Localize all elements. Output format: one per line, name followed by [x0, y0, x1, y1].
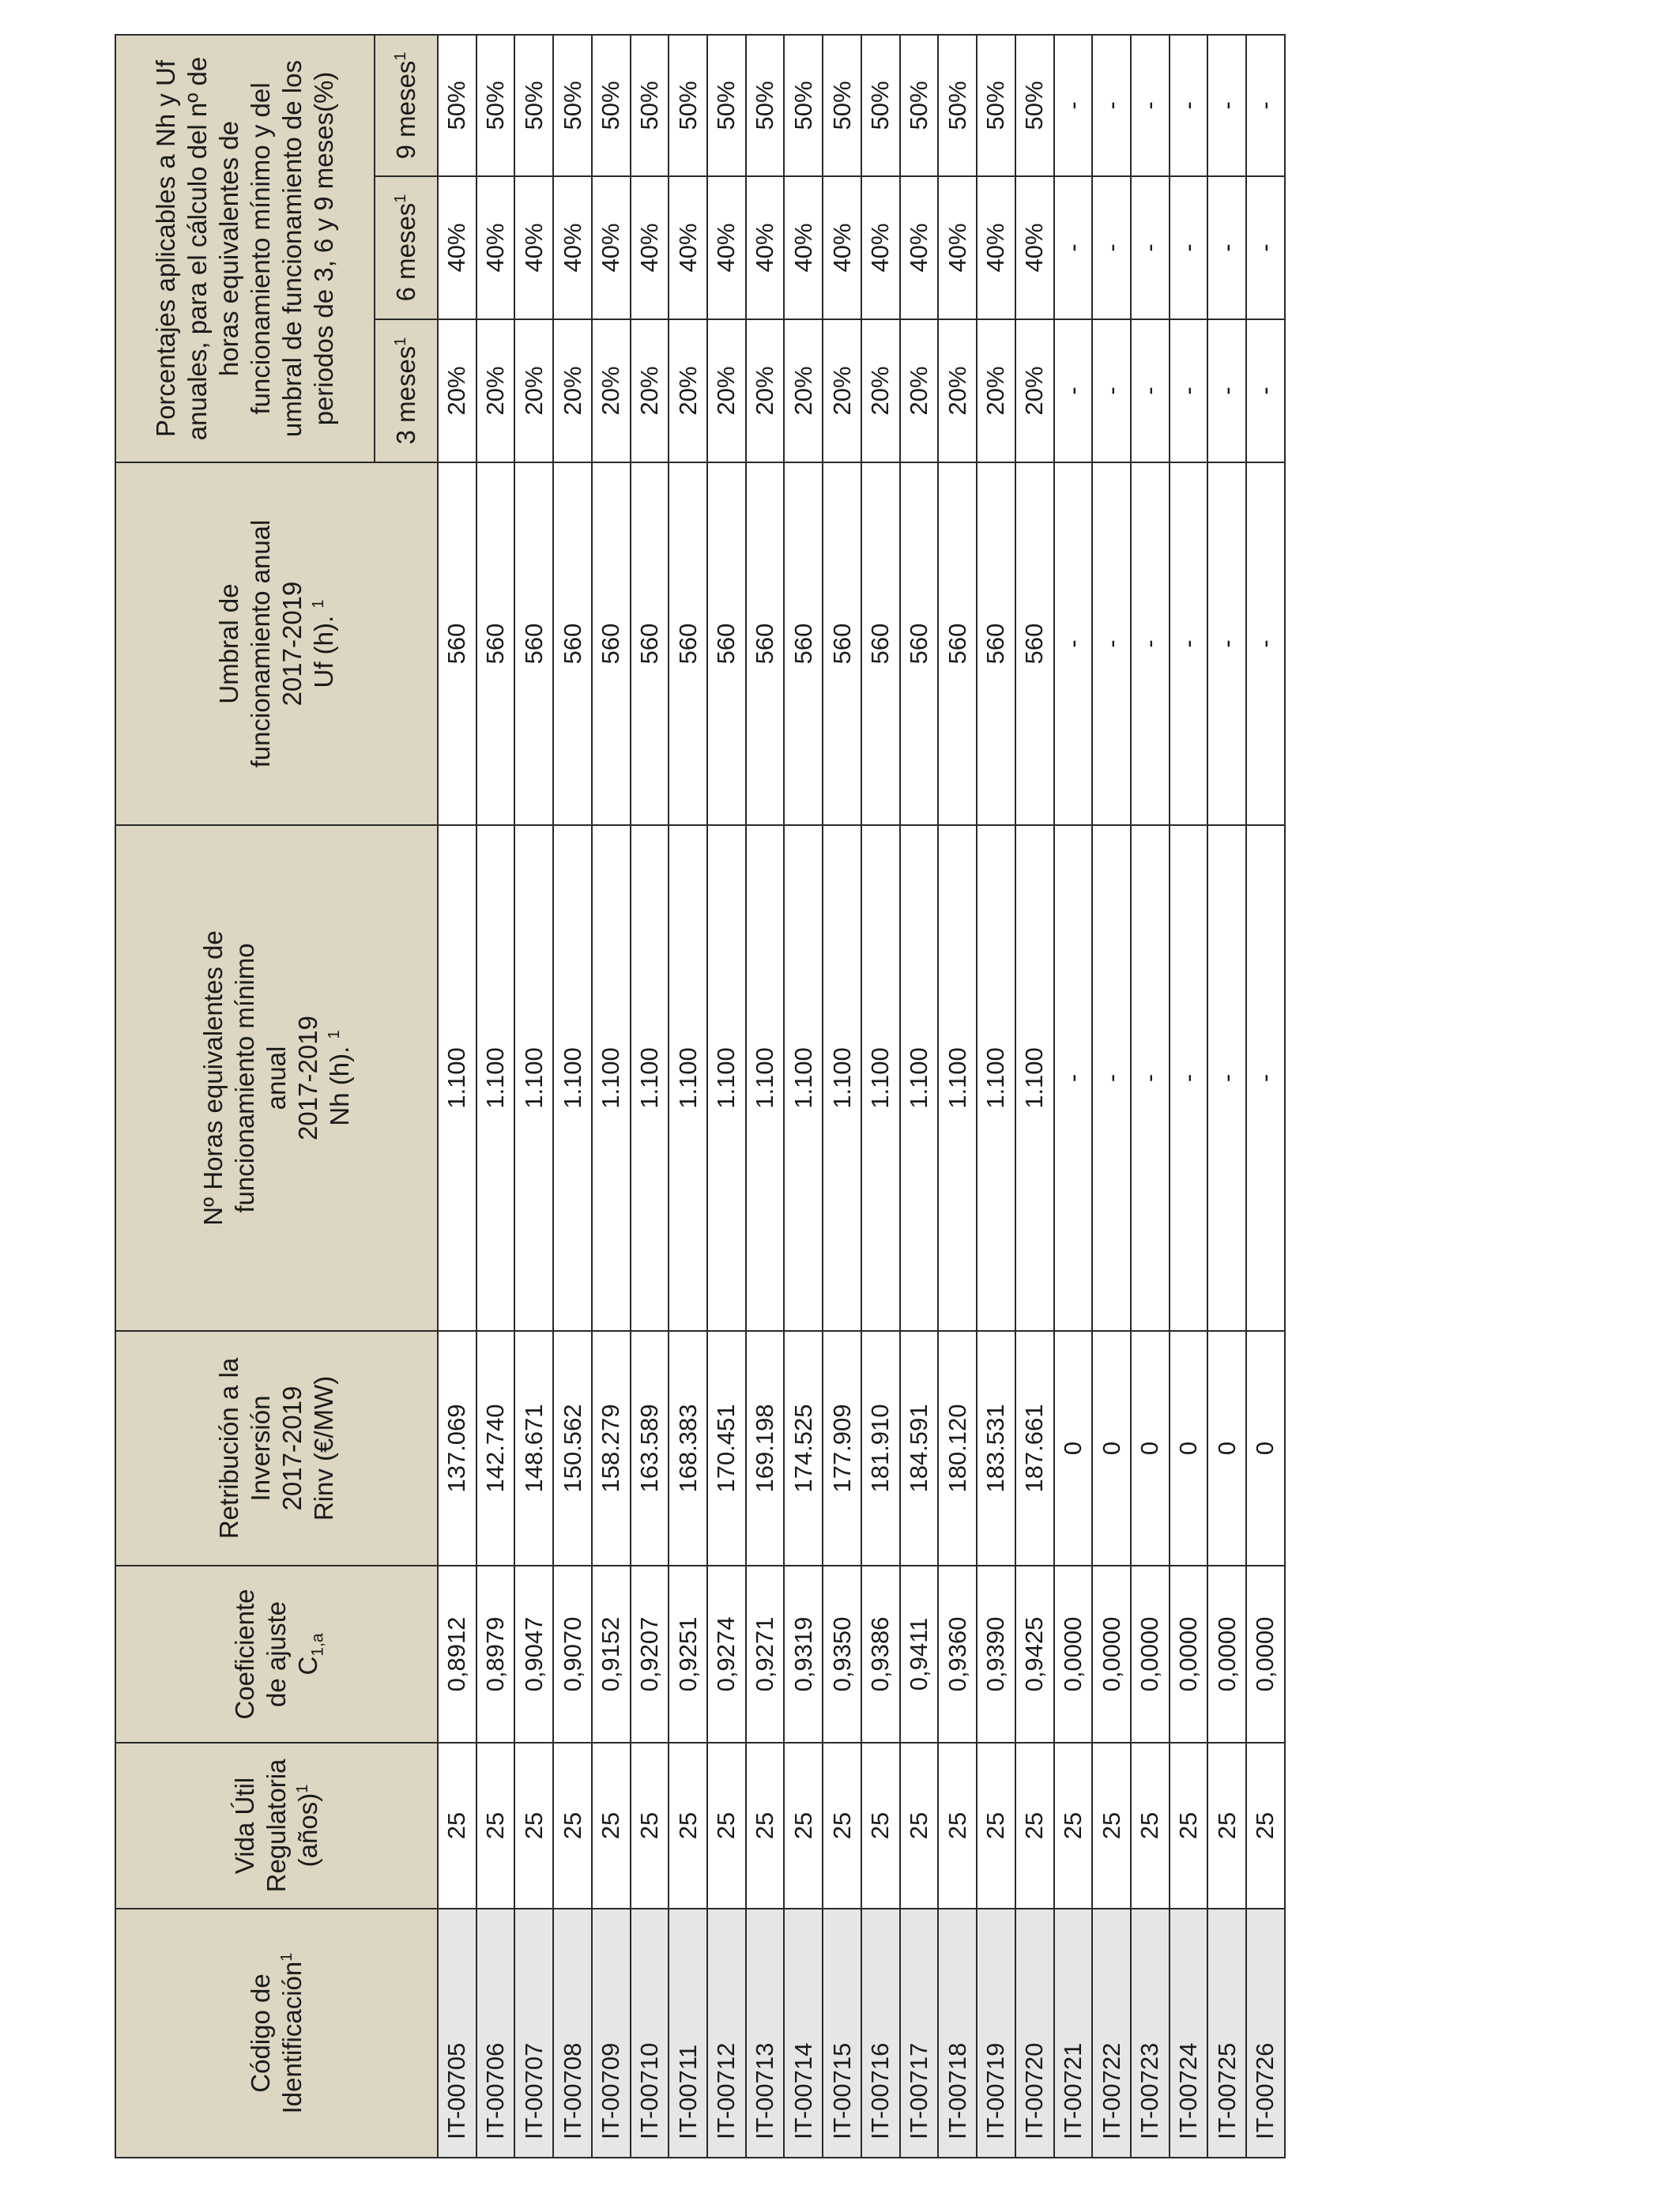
cell-vida-util: 25	[861, 1743, 900, 1909]
cell-6-meses: 40%	[823, 176, 861, 319]
cell-horas: -	[1054, 825, 1093, 1331]
cell-coeficiente: 0,9274	[707, 1566, 746, 1743]
table-row	[823, 35, 861, 2158]
cell-umbral: -	[1246, 462, 1285, 825]
cell-vida-util: 25	[477, 1743, 515, 1909]
cell-6-meses: 40%	[631, 176, 669, 319]
cell-coeficiente: 0,9271	[746, 1566, 785, 1743]
table-row	[861, 35, 900, 2158]
cell-coeficiente: 0,9411	[900, 1566, 939, 1743]
cell-9-meses: 50%	[669, 35, 707, 176]
cell-horas: 1.100	[553, 825, 592, 1331]
cell-codigo: IT-00718	[938, 1909, 977, 2158]
cell-9-meses: 50%	[784, 35, 823, 176]
rotated-page	[115, 36, 1284, 2158]
header-codigo: Código de Identificación$^1$	[115, 1909, 438, 2158]
table-row	[1015, 35, 1054, 2158]
cell-9-meses: 50%	[592, 35, 631, 176]
cell-6-meses: -	[1170, 176, 1208, 319]
cell-9-meses: 50%	[861, 35, 900, 176]
cell-3-meses: -	[1054, 319, 1093, 462]
cell-umbral: 560	[592, 462, 631, 825]
cell-coeficiente: 0,9350	[823, 1566, 861, 1743]
cell-coeficiente: 0,0000	[1246, 1566, 1285, 1743]
cell-umbral: 560	[861, 462, 900, 825]
cell-9-meses: 50%	[938, 35, 977, 176]
cell-codigo: IT-00710	[631, 1909, 669, 2158]
cell-6-meses: 40%	[1015, 176, 1054, 319]
cell-coeficiente: 0,9251	[669, 1566, 707, 1743]
cell-vida-util: 25	[438, 1743, 477, 1909]
header-umbral: Umbral de funcionamiento anual 2017-2019 Uf (h). $^1$	[115, 462, 438, 825]
cell-horas: 1.100	[746, 825, 785, 1331]
cell-3-meses: 20%	[823, 319, 861, 462]
cell-retribucion: 0	[1170, 1331, 1208, 1566]
cell-9-meses: -	[1207, 35, 1246, 176]
cell-umbral: -	[1092, 462, 1131, 825]
cell-umbral: 560	[977, 462, 1015, 825]
cell-retribucion: 184.591	[900, 1331, 939, 1566]
cell-umbral: 560	[514, 462, 553, 825]
cell-vida-util: 25	[1131, 1743, 1170, 1909]
cell-umbral: 560	[746, 462, 785, 825]
cell-codigo: IT-00705	[438, 1909, 477, 2158]
cell-codigo: IT-00717	[900, 1909, 939, 2158]
table-row	[938, 35, 977, 2158]
cell-codigo: IT-00714	[784, 1909, 823, 2158]
header-porcentajes: Porcentajes aplicables a Nh y Uf anuales, para el cálculo del nº de horas equivalentes de funcionamiento mínimo y del umbral de funcionamiento de los periodos de 3, 6 y 9 meses(%)	[115, 35, 375, 462]
cell-umbral: 560	[823, 462, 861, 825]
cell-horas: 1.100	[900, 825, 939, 1331]
cell-coeficiente: 0,0000	[1092, 1566, 1131, 1743]
cell-codigo: IT-00721	[1054, 1909, 1093, 2158]
table-row	[1131, 35, 1170, 2158]
cell-9-meses: 50%	[900, 35, 939, 176]
table-row	[631, 35, 669, 2158]
cell-9-meses: -	[1131, 35, 1170, 176]
cell-6-meses: -	[1092, 176, 1131, 319]
cell-retribucion: 0	[1207, 1331, 1246, 1566]
cell-coeficiente: 0,8979	[477, 1566, 515, 1743]
cell-vida-util: 25	[592, 1743, 631, 1909]
cell-vida-util: 25	[1207, 1743, 1246, 1909]
cell-retribucion: 183.531	[977, 1331, 1015, 1566]
cell-coeficiente: 0,0000	[1054, 1566, 1093, 1743]
cell-horas: -	[1092, 825, 1131, 1331]
cell-horas: 1.100	[631, 825, 669, 1331]
table-row	[669, 35, 707, 2158]
cell-retribucion: 187.661	[1015, 1331, 1054, 1566]
cell-vida-util: 25	[1170, 1743, 1208, 1909]
cell-vida-util: 25	[823, 1743, 861, 1909]
cell-3-meses: 20%	[514, 319, 553, 462]
cell-retribucion: 170.451	[707, 1331, 746, 1566]
cell-horas: -	[1131, 825, 1170, 1331]
cell-9-meses: 50%	[631, 35, 669, 176]
cell-vida-util: 25	[707, 1743, 746, 1909]
cell-horas: 1.100	[669, 825, 707, 1331]
cell-9-meses: -	[1054, 35, 1093, 176]
cell-vida-util: 25	[1015, 1743, 1054, 1909]
cell-6-meses: -	[1207, 176, 1246, 319]
cell-vida-util: 25	[669, 1743, 707, 1909]
cell-horas: 1.100	[514, 825, 553, 1331]
cell-9-meses: 50%	[977, 35, 1015, 176]
cell-6-meses: -	[1054, 176, 1093, 319]
cell-9-meses: 50%	[553, 35, 592, 176]
cell-6-meses: 40%	[669, 176, 707, 319]
cell-vida-util: 25	[746, 1743, 785, 1909]
cell-codigo: IT-00713	[746, 1909, 785, 2158]
cell-umbral: 560	[900, 462, 939, 825]
cell-horas: -	[1207, 825, 1246, 1331]
cell-retribucion: 0	[1131, 1331, 1170, 1566]
cell-codigo: IT-00711	[669, 1909, 707, 2158]
table-header	[115, 35, 438, 2158]
cell-9-meses: 50%	[707, 35, 746, 176]
header-9-meses: 9 meses$^1$	[375, 35, 438, 176]
cell-umbral: -	[1131, 462, 1170, 825]
cell-coeficiente: 0,8912	[438, 1566, 477, 1743]
cell-umbral: -	[1170, 462, 1208, 825]
cell-retribucion: 177.909	[823, 1331, 861, 1566]
cell-6-meses: 40%	[938, 176, 977, 319]
cell-retribucion: 158.279	[592, 1331, 631, 1566]
table-row	[1207, 35, 1246, 2158]
cell-coeficiente: 0,9152	[592, 1566, 631, 1743]
cell-umbral: 560	[631, 462, 669, 825]
cell-umbral: 560	[477, 462, 515, 825]
cell-9-meses: 50%	[1015, 35, 1054, 176]
cell-coeficiente: 0,0000	[1131, 1566, 1170, 1743]
cell-horas: 1.100	[861, 825, 900, 1331]
cell-horas: 1.100	[477, 825, 515, 1331]
table-row	[707, 35, 746, 2158]
cell-retribucion: 180.120	[938, 1331, 977, 1566]
cell-horas: 1.100	[977, 825, 1015, 1331]
header-coeficiente: Coeficiente de ajuste $C_{1,a}$	[115, 1566, 438, 1743]
cell-umbral: 560	[553, 462, 592, 825]
cell-coeficiente: 0,9425	[1015, 1566, 1054, 1743]
cell-6-meses: 40%	[746, 176, 785, 319]
cell-9-meses: 50%	[477, 35, 515, 176]
cell-umbral: 560	[938, 462, 977, 825]
cell-codigo: IT-00707	[514, 1909, 553, 2158]
cell-coeficiente: 0,9047	[514, 1566, 553, 1743]
cell-vida-util: 25	[1092, 1743, 1131, 1909]
cell-3-meses: 20%	[977, 319, 1015, 462]
cell-retribucion: 142.740	[477, 1331, 515, 1566]
cell-coeficiente: 0,0000	[1170, 1566, 1208, 1743]
cell-umbral: 560	[784, 462, 823, 825]
table-row	[1246, 35, 1285, 2158]
cell-codigo: IT-00706	[477, 1909, 515, 2158]
cell-6-meses: 40%	[438, 176, 477, 319]
cell-horas: 1.100	[823, 825, 861, 1331]
header-vida-util: Vida Útil Regulatoria (años)$^1$	[115, 1743, 438, 1909]
cell-6-meses: -	[1131, 176, 1170, 319]
cell-retribucion: 150.562	[553, 1331, 592, 1566]
table-row	[553, 35, 592, 2158]
cell-6-meses: 40%	[707, 176, 746, 319]
cell-9-meses: -	[1092, 35, 1131, 176]
table-row	[1054, 35, 1093, 2158]
cell-codigo: IT-00723	[1131, 1909, 1170, 2158]
cell-codigo: IT-00709	[592, 1909, 631, 2158]
cell-3-meses: 20%	[438, 319, 477, 462]
cell-6-meses: 40%	[514, 176, 553, 319]
cell-codigo: IT-00726	[1246, 1909, 1285, 2158]
cell-9-meses: 50%	[823, 35, 861, 176]
cell-retribucion: 0	[1092, 1331, 1131, 1566]
cell-horas: 1.100	[707, 825, 746, 1331]
cell-6-meses: 40%	[900, 176, 939, 319]
cell-coeficiente: 0,9360	[938, 1566, 977, 1743]
table-row	[900, 35, 939, 2158]
header-retribucion: Retribución a la Inversión 2017-2019 Rinv (€/MW)	[115, 1331, 438, 1566]
cell-coeficiente: 0,9070	[553, 1566, 592, 1743]
cell-vida-util: 25	[514, 1743, 553, 1909]
header-horas-equivalentes: Nº Horas equivalentes de funcionamiento mínimo anual 2017-2019 Nh (h). $^1$	[115, 825, 438, 1331]
cell-6-meses: 40%	[477, 176, 515, 319]
cell-3-meses: 20%	[861, 319, 900, 462]
cell-codigo: IT-00722	[1092, 1909, 1131, 2158]
cell-codigo: IT-00712	[707, 1909, 746, 2158]
cell-3-meses: 20%	[938, 319, 977, 462]
header-6-meses: 6 meses$^1$	[375, 176, 438, 319]
cell-vida-util: 25	[1054, 1743, 1093, 1909]
cell-3-meses: -	[1246, 319, 1285, 462]
cell-retribucion: 174.525	[784, 1331, 823, 1566]
cell-coeficiente: 0,9390	[977, 1566, 1015, 1743]
cell-3-meses: -	[1092, 319, 1131, 462]
cell-umbral: 560	[669, 462, 707, 825]
cell-coeficiente: 0,9386	[861, 1566, 900, 1743]
cell-umbral: -	[1207, 462, 1246, 825]
cell-3-meses: 20%	[631, 319, 669, 462]
cell-coeficiente: 0,9207	[631, 1566, 669, 1743]
cell-retribucion: 148.671	[514, 1331, 553, 1566]
cell-9-meses: 50%	[746, 35, 785, 176]
cell-codigo: IT-00715	[823, 1909, 861, 2158]
cell-codigo: IT-00725	[1207, 1909, 1246, 2158]
data-table	[115, 34, 1286, 2158]
cell-3-meses: 20%	[592, 319, 631, 462]
cell-vida-util: 25	[938, 1743, 977, 1909]
cell-horas: 1.100	[438, 825, 477, 1331]
cell-3-meses: 20%	[707, 319, 746, 462]
cell-horas: 1.100	[592, 825, 631, 1331]
cell-horas: 1.100	[784, 825, 823, 1331]
cell-vida-util: 25	[784, 1743, 823, 1909]
cell-3-meses: -	[1207, 319, 1246, 462]
table-row	[784, 35, 823, 2158]
cell-vida-util: 25	[1246, 1743, 1285, 1909]
cell-6-meses: 40%	[861, 176, 900, 319]
cell-vida-util: 25	[553, 1743, 592, 1909]
table-row	[477, 35, 515, 2158]
cell-retribucion: 137.069	[438, 1331, 477, 1566]
cell-3-meses: 20%	[784, 319, 823, 462]
cell-vida-util: 25	[631, 1743, 669, 1909]
cell-3-meses: 20%	[477, 319, 515, 462]
cell-horas: 1.100	[938, 825, 977, 1331]
cell-3-meses: 20%	[669, 319, 707, 462]
cell-coeficiente: 0,9319	[784, 1566, 823, 1743]
cell-umbral: 560	[1015, 462, 1054, 825]
cell-3-meses: 20%	[900, 319, 939, 462]
cell-retribucion: 163.589	[631, 1331, 669, 1566]
cell-codigo: IT-00716	[861, 1909, 900, 2158]
cell-9-meses: -	[1170, 35, 1208, 176]
cell-codigo: IT-00720	[1015, 1909, 1054, 2158]
cell-3-meses: 20%	[553, 319, 592, 462]
cell-3-meses: -	[1131, 319, 1170, 462]
cell-9-meses: -	[1246, 35, 1285, 176]
table-row	[746, 35, 785, 2158]
cell-3-meses: 20%	[1015, 319, 1054, 462]
cell-umbral: 560	[438, 462, 477, 825]
cell-3-meses: 20%	[746, 319, 785, 462]
table-row	[977, 35, 1015, 2158]
table-row	[1170, 35, 1208, 2158]
cell-3-meses: -	[1170, 319, 1208, 462]
cell-umbral: 560	[707, 462, 746, 825]
table-row	[592, 35, 631, 2158]
cell-vida-util: 25	[900, 1743, 939, 1909]
cell-horas: -	[1246, 825, 1285, 1331]
cell-6-meses: -	[1246, 176, 1285, 319]
cell-horas: 1.100	[1015, 825, 1054, 1331]
cell-9-meses: 50%	[514, 35, 553, 176]
cell-codigo: IT-00708	[553, 1909, 592, 2158]
cell-6-meses: 40%	[553, 176, 592, 319]
cell-codigo: IT-00724	[1170, 1909, 1208, 2158]
cell-codigo: IT-00719	[977, 1909, 1015, 2158]
table-body	[438, 35, 1285, 2158]
cell-retribucion: 0	[1054, 1331, 1093, 1566]
table-row	[438, 35, 477, 2158]
cell-6-meses: 40%	[592, 176, 631, 319]
cell-retribucion: 168.383	[669, 1331, 707, 1566]
table-row	[514, 35, 553, 2158]
cell-umbral: -	[1054, 462, 1093, 825]
cell-vida-util: 25	[977, 1743, 1015, 1909]
cell-horas: -	[1170, 825, 1208, 1331]
header-3-meses: 3 meses$^1$	[375, 319, 438, 462]
cell-retribucion: 169.198	[746, 1331, 785, 1566]
table-row	[1092, 35, 1131, 2158]
cell-retribucion: 0	[1246, 1331, 1285, 1566]
cell-9-meses: 50%	[438, 35, 477, 176]
cell-6-meses: 40%	[784, 176, 823, 319]
cell-retribucion: 181.910	[861, 1331, 900, 1566]
cell-6-meses: 40%	[977, 176, 1015, 319]
cell-coeficiente: 0,0000	[1207, 1566, 1246, 1743]
